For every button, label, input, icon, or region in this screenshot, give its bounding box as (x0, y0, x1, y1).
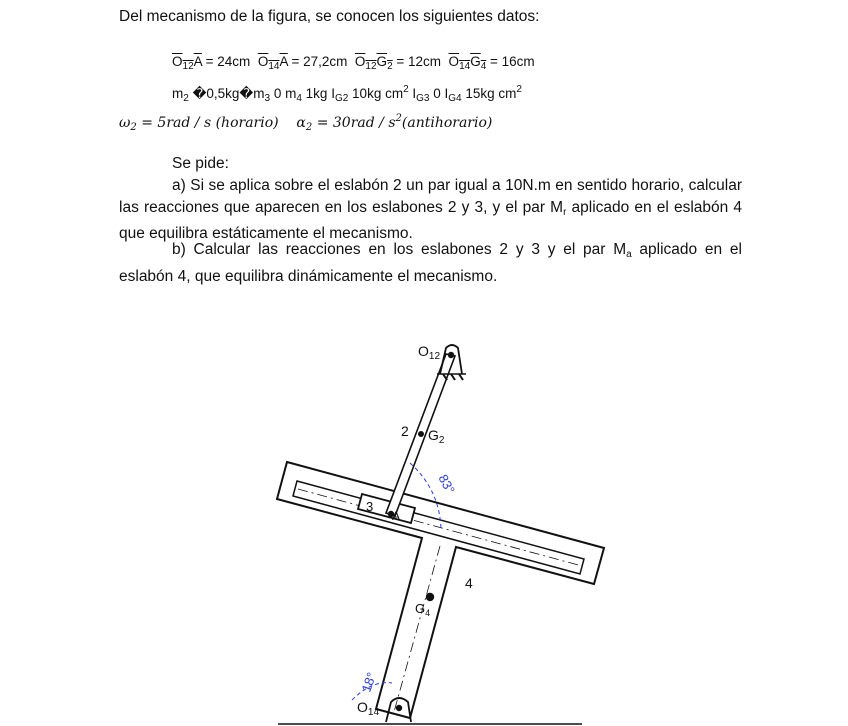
pivot-o12 (448, 352, 454, 358)
intro-text: Del mecanismo de la figura, se conocen los siguientes datos: (119, 8, 540, 25)
label-g4: $G_4$ (415, 601, 431, 618)
kinematics-line: $\omega_2 = 5rad / s$ (horario) $\alpha_2 = 30rad$ / $s^2(antihorario)$ (119, 113, 493, 133)
o14g4-label: $O_{14}G_4$ (448, 54, 487, 72)
angle-18-label: 18° (358, 670, 380, 695)
label-slider-3: 3 (366, 499, 374, 514)
angle-83-label: 83° (435, 471, 458, 497)
label-o12: $O_{12}$ (418, 343, 441, 362)
part-b-text: b) Calcular las reacciones en los eslabones 2 y 3 y el par $M_a$ aplicado en el eslabón 4, que equilibra dinámicamente el mecanismo. (119, 241, 742, 285)
o14g4-value: = 16cm (486, 54, 535, 69)
label-a: A (392, 509, 401, 523)
link-4-outline (277, 462, 604, 718)
centroid-g2 (418, 431, 424, 437)
o12a-label: $O_{12}A$ (172, 54, 202, 72)
o12g2-value: = 12cm (392, 54, 442, 69)
se-pide-heading: Se pide: (172, 155, 229, 172)
o14a-label: $O_{14}A$ (257, 54, 288, 72)
label-link-2: 2 (401, 423, 409, 439)
masses-line: $m_2$ $�0,5kg�m_3$ 0 $m_4$ 1kg $I_{G2}$ 10kg $cm^2$ $I_{G3}$ 0 $I_{G4}$ 15kg $cm^2$ (172, 84, 522, 104)
label-link-4: 4 (465, 575, 473, 591)
pivot-o14 (396, 705, 402, 711)
o12g2-label: $O_{12}G_2$ (354, 54, 393, 72)
label-g2: $G_2$ (428, 427, 445, 446)
o14a-value: = 27,2cm (287, 54, 348, 69)
part-a-text: a) Si se aplica sobre el eslabón 2 un par igual a 10N.m en sentido horario, calcular las reacciones que aparecen en los eslabones 2 y 3, y el par $M_r$ aplicado en el eslabón 4 que equilibra estáticamente el mecanismo. (119, 177, 742, 243)
label-o14: $O_{14}$ (357, 699, 380, 718)
o12a-value: = 24cm (201, 54, 251, 69)
centroid-g4 (426, 593, 434, 601)
